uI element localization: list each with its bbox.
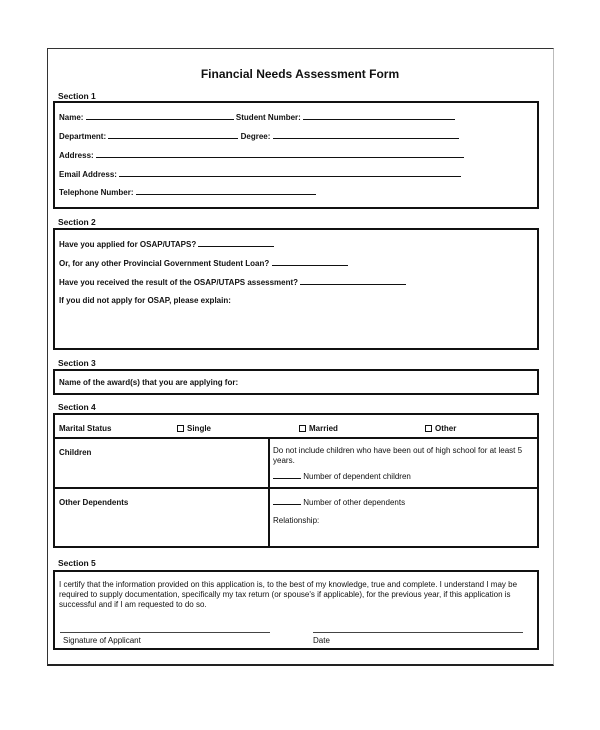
married-checkbox[interactable] — [299, 425, 306, 432]
osap-question: Have you applied for OSAP/UTAPS? — [59, 240, 197, 249]
relationship-label: Relationship: — [273, 516, 320, 525]
section-4-label: Section 4 — [58, 402, 96, 412]
children-count-field[interactable] — [273, 477, 301, 479]
other-checkbox[interactable] — [425, 425, 432, 432]
telephone-label: Telephone Number: — [59, 188, 134, 197]
explain-question: If you did not apply for OSAP, please explain: — [59, 296, 231, 305]
osap-field[interactable] — [198, 245, 274, 247]
married-option[interactable]: Married — [299, 424, 338, 433]
single-checkbox[interactable] — [177, 425, 184, 432]
section-1-box — [53, 101, 539, 209]
degree-label: Degree: — [240, 132, 271, 141]
name-label: Name: — [59, 113, 84, 122]
children-note: Do not include children who have been out of high school for at least 5 years. — [273, 446, 523, 465]
student-number-label: Student Number: — [235, 113, 301, 122]
signature-label: Signature of Applicant — [63, 636, 141, 645]
section-1-label: Section 1 — [58, 91, 96, 101]
degree-field[interactable] — [273, 137, 459, 139]
children-count-label: Number of dependent children — [303, 472, 411, 481]
provincial-loan-question: Or, for any other Provincial Government Student Loan? — [59, 259, 270, 268]
department-label: Department: — [59, 132, 107, 141]
section-5-label: Section 5 — [58, 558, 96, 568]
children-label: Children — [59, 448, 92, 457]
email-label: Email Address: — [59, 170, 117, 179]
other-option[interactable]: Other — [425, 424, 456, 433]
signature-field[interactable] — [60, 632, 270, 633]
student-number-field[interactable] — [303, 118, 455, 120]
other-dependents-count-field[interactable] — [273, 503, 301, 505]
assessment-result-field[interactable] — [300, 283, 406, 285]
other-dependents-label: Other Dependents — [59, 498, 129, 507]
section-5-box — [53, 570, 539, 650]
date-label: Date — [313, 636, 330, 645]
address-label: Address: — [59, 151, 94, 160]
date-field[interactable] — [313, 632, 523, 633]
email-field[interactable] — [119, 175, 461, 177]
single-option[interactable]: Single — [177, 424, 211, 433]
form-title: Financial Needs Assessment Form — [200, 67, 400, 81]
section-2-box — [53, 228, 539, 350]
other-dependents-count-label: Number of other dependents — [303, 498, 406, 507]
certification-text: I certify that the information provided on this application is, to the best of my knowledge, true and complete. I understand I may be required to supply documentation, specifically my tax return (or spouse's if applicable), for the previous year, if this application is successful and if I am requested to do so. — [59, 580, 518, 609]
section-3-box — [53, 369, 539, 395]
award-name-label: Name of the award(s) that you are applying for: — [59, 378, 239, 387]
section-3-label: Section 3 — [58, 358, 96, 368]
section-4-box — [53, 413, 539, 548]
address-field[interactable] — [96, 156, 464, 158]
assessment-result-question: Have you received the result of the OSAP/UTAPS assessment? — [59, 278, 299, 287]
name-field[interactable] — [86, 118, 234, 120]
department-field[interactable] — [108, 137, 238, 139]
telephone-field[interactable] — [136, 193, 316, 195]
marital-status-label: Marital Status — [59, 424, 112, 433]
section-2-label: Section 2 — [58, 217, 96, 227]
provincial-loan-field[interactable] — [272, 264, 348, 266]
